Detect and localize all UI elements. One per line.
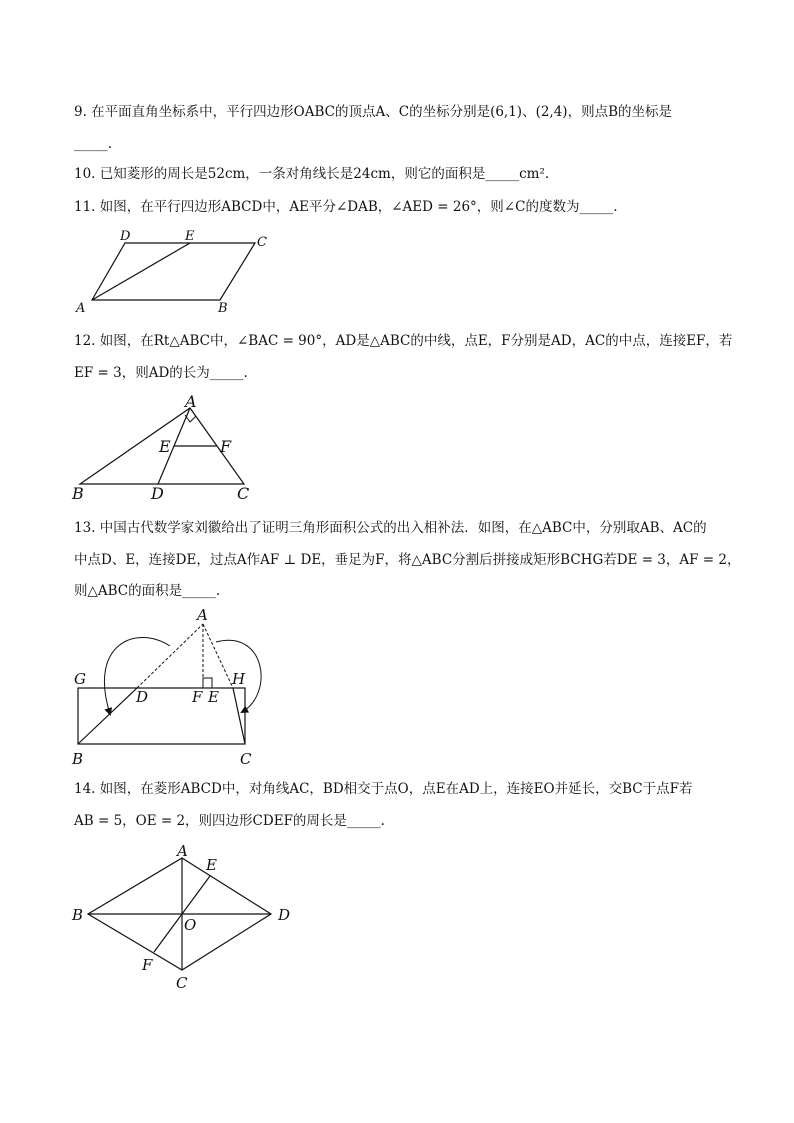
q13-text-line3: 则△ABC的面积是_____. <box>74 583 221 599</box>
fig14-label-f: F <box>142 956 153 974</box>
fig12-label-c: C <box>237 484 250 503</box>
fig12-label-a: A <box>185 392 197 411</box>
q12-text-line1: 12. 如图，在Rt△ABC中，∠BAC = 90°，AD是△ABC的中线，点E，F分别是AD，AC的中点，连接EF，若 <box>74 333 733 349</box>
fig11-label-e: E <box>185 229 195 244</box>
fig13-label-f: F <box>192 688 203 706</box>
figure-q13-rectangle-bchg <box>66 604 286 772</box>
fig14-label-a: A <box>177 842 188 860</box>
q11-text: 11. 如图，在平行四边形ABCD中，AE平分∠DAB，∠AED = 26°，则∠C的度数为_____. <box>74 199 618 215</box>
q9-text-line1: 9. 在平面直角坐标系中，平行四边形OABC的顶点A、C的坐标分别是(6,1)、(2,4)，则点B的坐标是 <box>74 104 672 120</box>
fig11-label-b: B <box>218 301 228 316</box>
q13-text-line1: 13. 中国古代数学家刘徽给出了证明三角形面积公式的出入相补法．如图，在△ABC中，分别取AB、AC的 <box>74 520 707 536</box>
q12-text-line2: EF = 3，则AD的长为_____. <box>74 365 248 381</box>
fig14-label-b: B <box>72 906 84 924</box>
fig11-label-d: D <box>120 229 131 244</box>
fig11-label-c: C <box>257 235 267 250</box>
fig13-label-h: H <box>232 670 246 688</box>
fig12-label-d: D <box>151 484 164 503</box>
q14-text-line1: 14. 如图，在菱形ABCD中，对角线AC，BD相交于点O，点E在AD上，连接EO并延长，交BC于点F若 <box>74 781 693 797</box>
fig13-label-c: C <box>240 750 252 768</box>
fig14-label-d: D <box>278 906 291 924</box>
fig14-label-o: O <box>184 916 197 934</box>
fig14-label-e: E <box>206 856 217 874</box>
fig12-label-f: F <box>220 437 232 456</box>
fig13-label-g: G <box>74 670 86 688</box>
fig13-label-b: B <box>72 750 84 768</box>
fig12-label-e: E <box>159 437 171 456</box>
q9-text-line2: _____. <box>74 136 113 152</box>
fig13-label-d: D <box>136 688 149 706</box>
q10-text: 10. 已知菱形的周长是52cm，一条对角线长是24cm，则它的面积是_____cm². <box>74 166 550 182</box>
figure-q11-parallelogram <box>70 228 290 320</box>
fig14-label-c: C <box>176 974 188 992</box>
fig13-label-a: A <box>197 606 208 624</box>
fig12-label-b: B <box>72 484 84 503</box>
figure-q14-rhombus <box>66 838 302 996</box>
fig11-label-a: A <box>76 301 86 316</box>
fig13-label-e: E <box>208 688 219 706</box>
figure-q12-right-triangle <box>68 392 268 504</box>
q13-text-line2: 中点D、E，连接DE，过点A作AF ⊥ DE，垂足为F，将△ABC分割后拼接成矩形BCHG若DE = 3，AF = 2， <box>74 552 741 568</box>
q14-text-line2: AB = 5，OE = 2，则四边形CDEF的周长是_____. <box>74 813 385 829</box>
